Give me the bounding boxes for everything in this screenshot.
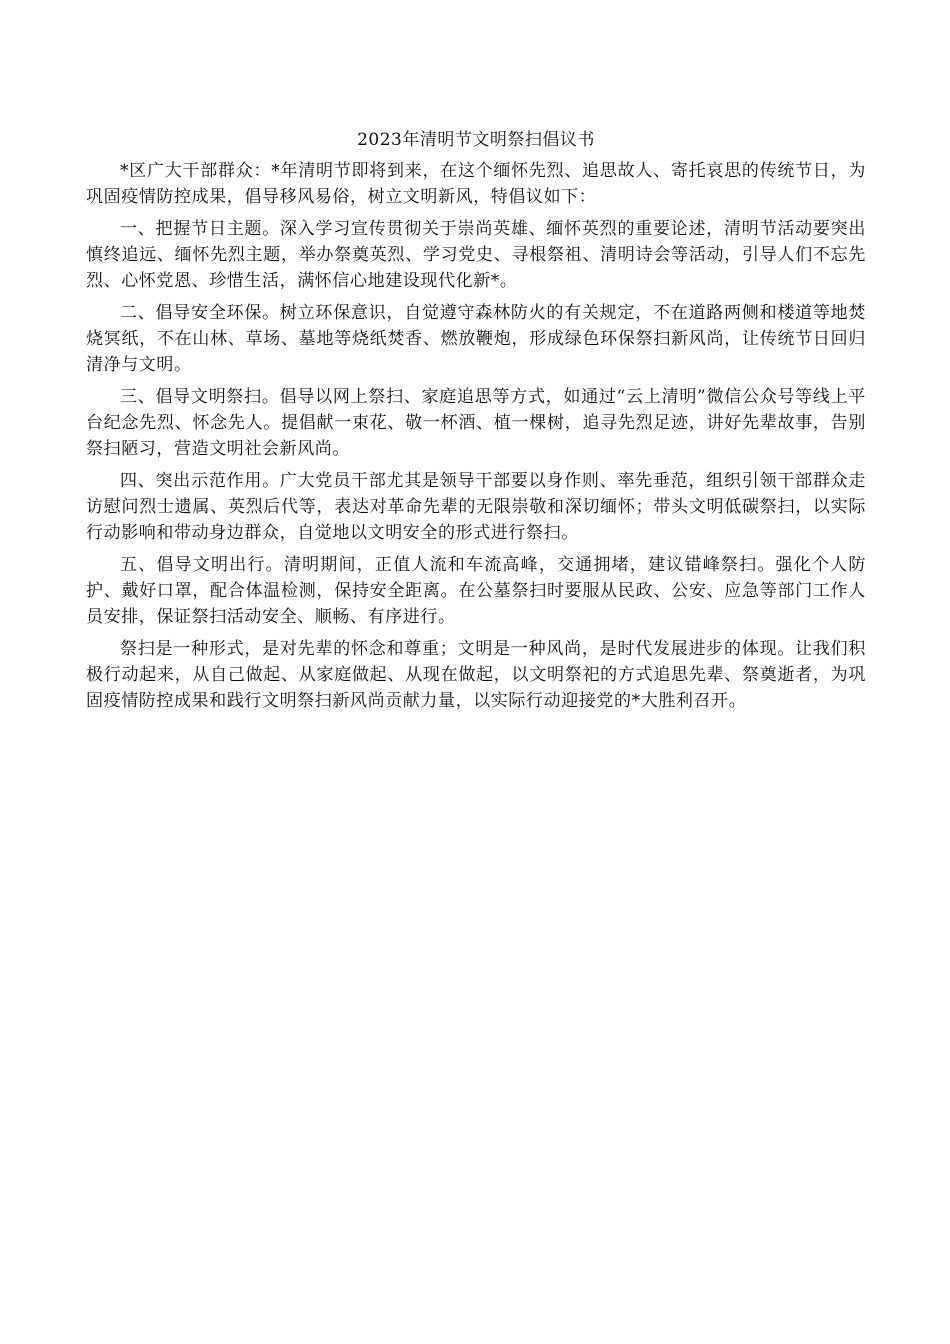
- paragraph-point-5: 五、倡导文明出行。清明期间，正值人流和车流高峰，交通拥堵，建议错峰祭扫。强化个人防护、戴好口罩，配合体温检测，保持安全距离。在公墓祭扫时要服从民政、公安、应急等部门工作人员安排，保证祭扫活动安全、顺畅、有序进行。: [86, 555, 866, 627]
- paragraph-point-2: 二、倡导安全环保。树立环保意识，自觉遵守森林防火的有关规定，不在道路两侧和楼道等地焚烧冥纸，不在山林、草场、墓地等烧纸焚香、燃放鞭炮，形成绿色环保祭扫新风尚，让传统节日回归清净与文明。: [86, 303, 866, 375]
- paragraph-point-1: 一、把握节日主题。深入学习宣传贯彻关于崇尚英雄、缅怀英烈的重要论述，清明节活动要突出慎终追远、缅怀先烈主题，举办祭奠英烈、学习党史、寻根祭祖、清明诗会等活动，引导人们不忘先烈、心怀党恩、珍惜生活，满怀信心地建设现代化新*。: [86, 219, 866, 291]
- paragraph-point-3: 三、倡导文明祭扫。倡导以网上祭扫、家庭追思等方式，如通过“云上清明”微信公众号等线上平台纪念先烈、怀念先人。提倡献一束花、敬一杯酒、植一棵树，追寻先烈足迹，讲好先辈故事，告别祭扫陋习，营造文明社会新风尚。: [86, 387, 866, 459]
- document-title: 2023年清明节文明祭扫倡议书: [357, 130, 595, 150]
- paragraph-greeting: *区广大干部群众：*年清明节即将到来，在这个缅怀先烈、追思故人、寄托哀思的传统节日，为巩固疫情防控成果，倡导移风易俗，树立文明新风，特倡议如下：: [86, 161, 866, 207]
- paragraph-point-4: 四、突出示范作用。广大党员干部尤其是领导干部要以身作则、率先垂范，组织引领干部群众走访慰问烈士遗属、英烈后代等，表达对革命先辈的无限崇敬和深切缅怀；带头文明低碳祭扫，以实际行动影响和带动身边群众，自觉地以文明安全的形式进行祭扫。: [86, 471, 866, 543]
- document-page: [86, 128, 866, 720]
- paragraph-closing: 祭扫是一种形式，是对先辈的怀念和尊重；文明是一种风尚，是时代发展进步的体现。让我们积极行动起来，从自己做起、从家庭做起、从现在做起，以文明祭祀的方式追思先辈、祭奠逝者，为巩固疫情防控成果和践行文明祭扫新风尚贡献力量，以实际行动迎接党的*大胜利召开。: [86, 639, 866, 711]
